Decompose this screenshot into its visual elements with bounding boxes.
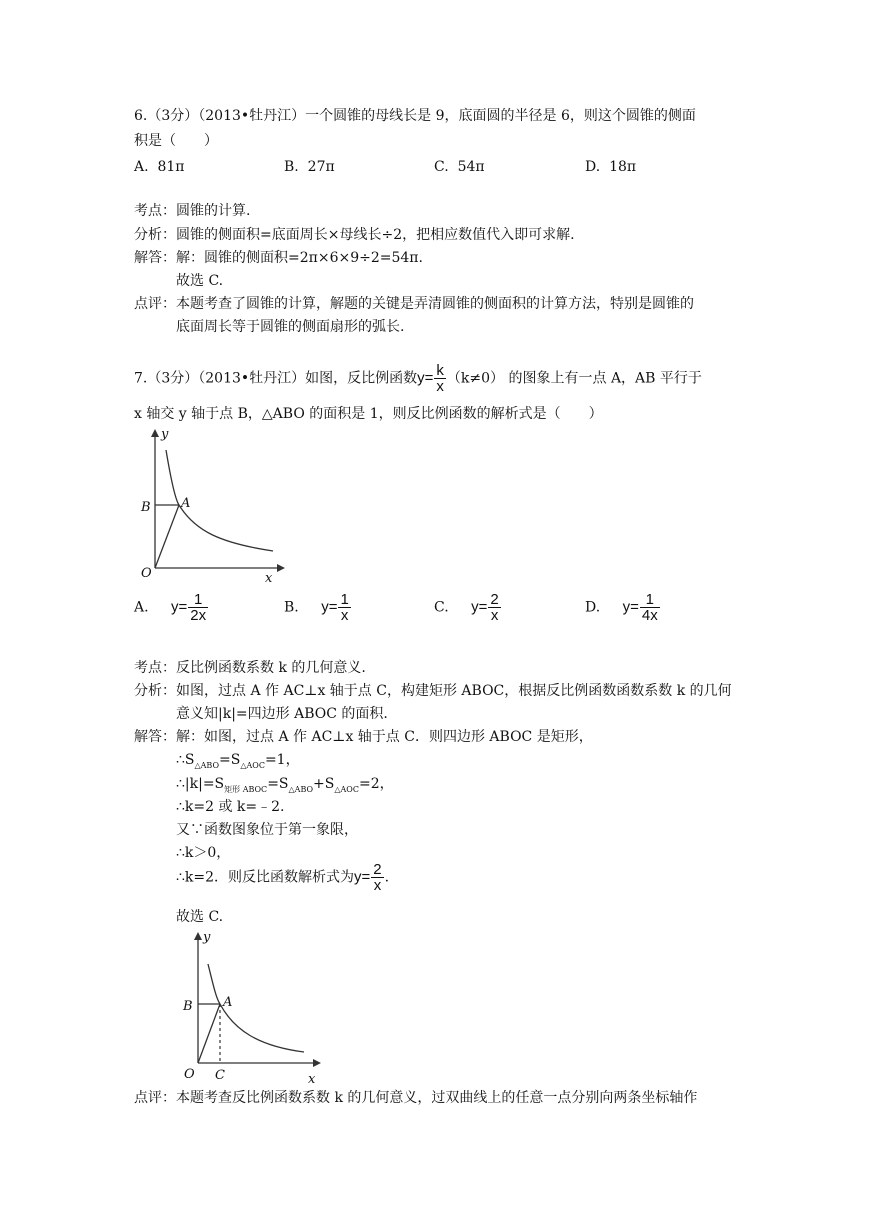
- label-o: O: [184, 1067, 195, 1082]
- q7-step2: $\therefore|k|=S_{矩形 ABOC}=S_{\triangle ABO}+S_{\triangle AOC}=2$，: [176, 776, 394, 794]
- q7-dianping: 点评：本题考查反比例函数系数 k 的几何意义，过双曲线上的任意一点分别向两条坐标轴作: [134, 1090, 698, 1106]
- y-axis-arrow-icon: [151, 429, 159, 437]
- q7-guxuan: 故选 C.: [176, 909, 224, 925]
- label-a: A: [181, 496, 191, 511]
- segment-oa: [155, 505, 179, 568]
- q6-option-a: A. 81π: [134, 159, 185, 175]
- segment-oa: [198, 1004, 220, 1063]
- q7-stem-fraction: $\frac{k}{x}$: [436, 362, 444, 395]
- y-axis-arrow-icon: [194, 932, 202, 940]
- label-y: y: [161, 427, 169, 442]
- label-y: y: [203, 930, 211, 945]
- q7-step1: $\therefore S_{\triangle ABO}=S_{\triangle AOC}=1$，: [176, 752, 300, 770]
- q6-stem-line2: 积是（ ）: [134, 133, 218, 149]
- q6-stem-line1: 6.（3分）（2013•牡丹江）一个圆锥的母线长是 9，底面圆的半径是 6，则这个圆锥的侧面: [134, 108, 696, 124]
- q7-stem-line2: x 轴交 y 轴于点 B，△ABO 的面积是 1，则反比例函数的解析式是（ ）: [134, 406, 603, 422]
- x-axis-arrow-icon: [313, 1059, 321, 1067]
- q6-kaodian: 考点：圆锥的计算.: [134, 203, 251, 219]
- q7-option-b: B. y= $\frac{1}{x}$: [284, 591, 349, 624]
- label-a: A: [223, 995, 233, 1010]
- q7-figure-hyperbola: [125, 425, 285, 585]
- q6-guxuan: 故选 C.: [176, 273, 224, 289]
- q6-fenxi: 分析：圆锥的侧面积=底面周长×母线长÷2，把相应数值代入即可求解.: [134, 227, 575, 243]
- q7-fenxi-line1: 分析：如图，过点 A 作 AC⊥x 轴于点 C，构建矩形 ABOC，根据反比例函数函数系数 k 的几何: [134, 683, 732, 699]
- label-o: O: [141, 566, 152, 581]
- q6-option-b: B. 27π: [284, 159, 335, 175]
- label-x: x: [308, 1072, 316, 1087]
- q6-option-c: C. 54π: [434, 159, 485, 175]
- label-b: B: [183, 999, 193, 1014]
- q7-jieda-line1: 解答：解：如图，过点 A 作 AC⊥x 轴于点 C．则四边形 ABOC 是矩形，: [134, 729, 593, 745]
- q6-dianping-line2: 底面周长等于圆锥的侧面扇形的弧长.: [176, 319, 405, 335]
- q7-fenxi-line2: 意义知|k|=四边形 ABOC 的面积.: [176, 706, 388, 722]
- q6-jieda: 解答：解：圆锥的侧面积=2π×6×9÷2=54π.: [134, 250, 423, 266]
- q7-step3: ∴k=2 或 k=﹣2.: [176, 799, 285, 815]
- q7-kaodian: 考点：反比例函数系数 k 的几何意义.: [134, 660, 366, 676]
- q7-step4: 又∵函数图象位于第一象限，: [176, 822, 358, 838]
- q6-option-d: D. 18π: [585, 159, 637, 175]
- q7-stem-line1: 7.（3分）（2013•牡丹江）如图，反比例函数y= $\frac{k}{x}$ （k≠0） 的图象上有一点 A，AB 平行于: [134, 362, 702, 395]
- label-b: B: [141, 500, 151, 515]
- x-axis-arrow-icon: [277, 564, 285, 572]
- q6-dianping-line1: 点评：本题考查了圆锥的计算，解题的关键是弄清圆锥的侧面积的计算方法，特别是圆锥的: [134, 296, 694, 312]
- q7-option-c: C. y= $\frac{2}{x}$: [434, 591, 499, 624]
- q7-step5: ∴k＞0，: [176, 845, 231, 861]
- q7-option-d: D. y= $\frac{1}{4x}$: [585, 591, 658, 624]
- q7-solution-figure: [168, 928, 328, 1088]
- label-x: x: [265, 571, 273, 585]
- q7-option-a: A. y= $\frac{1}{2x}$: [134, 591, 207, 624]
- label-c: C: [215, 1068, 225, 1083]
- q7-step6: ∴k=2．则反比函数解析式为y= $\frac{2}{x}$ .: [176, 861, 390, 894]
